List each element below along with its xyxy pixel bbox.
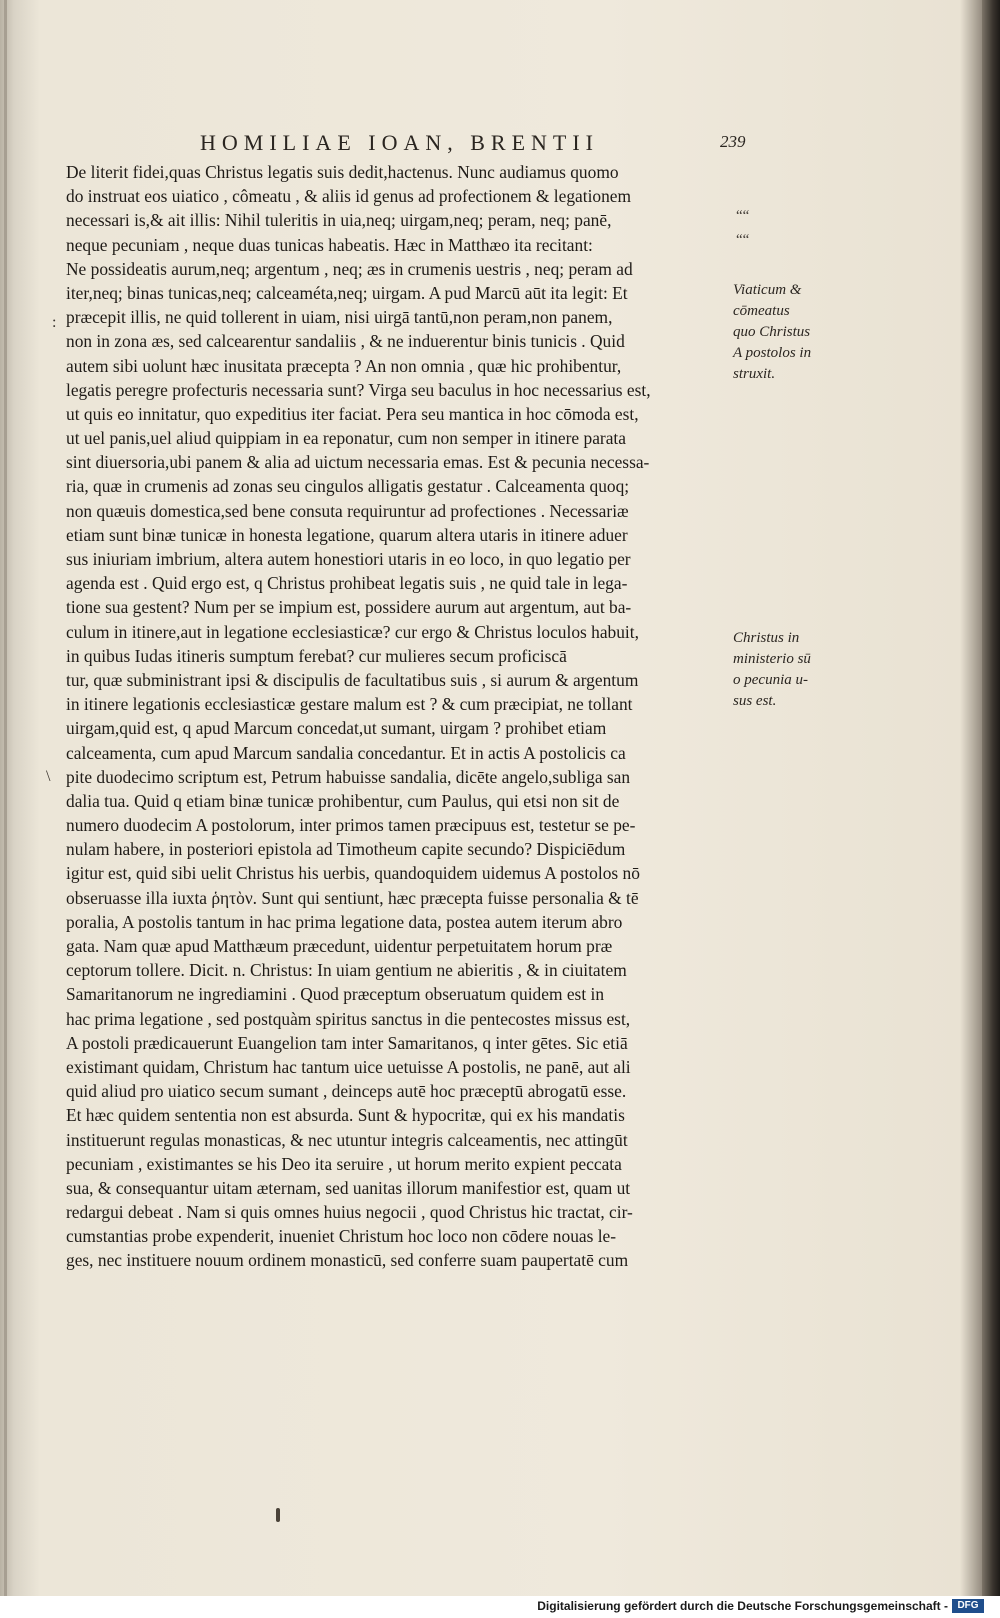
text-line: tur, quæ subministrant ipsi & discipulis de facultatibus suis , si aurum & argentum [66, 669, 639, 690]
margin-mark: \ [46, 768, 51, 785]
page-edge [982, 0, 1000, 1618]
margin-note-line: quo Christus [733, 324, 811, 340]
running-title: HOMILIAE IOAN, BRENTII [200, 130, 600, 155]
text-line: in itinere legationis ecclesiasticæ gestare malum est ? & cum præcipiat, ne tollant [66, 694, 633, 715]
ink-spot [276, 1508, 280, 1522]
text-line: De literit fidei,quas Christus legatis suis dedit,hactenus. Nunc audiamus quomo [66, 162, 619, 182]
page-number: 239 [720, 132, 746, 151]
text-line: cumstantias probe expenderit, inueniet Christum hoc loco non cōdere nouas le- [66, 1226, 617, 1247]
margin-note-line: struxit. [733, 366, 776, 382]
text-line: calceamenta, cum apud Marcum sandalia concedantur. Et in actis A postolicis ca [66, 742, 626, 763]
text-line: autem sibi uolunt hæc inusitata præcepta ? An non omnia , quæ hic prohibentur, [66, 355, 622, 376]
text-line: ges, nec instituere nouum ordinem monasticū, sed conferre suam paupertatē cum [66, 1250, 629, 1271]
text-line: pite duodecimo scriptum est, Petrum habuisse sandalia, dicēte angelo,subliga san [66, 766, 631, 787]
text-line: dalia tua. Quid q etiam binæ tunicæ prohibentur, cum Paulus, qui etsi non sit de [66, 790, 620, 811]
text-line: uirgam,quid est, q apud Marcum concedat,ut sumant, uirgam ? prohibet etiam [66, 718, 607, 739]
margin-note-line: sus est. [733, 693, 777, 709]
text-line: redargui debeat . Nam si quis omnes huius negocii , quod Christus hic tractat, cir- [66, 1202, 633, 1223]
text-line: etiam sunt binæ tunicæ in honesta legatione, quarum altera utaris in itinere aduer [66, 524, 628, 545]
text-line: agenda est . Quid ergo est, q Christus prohibeat legatis suis , ne quid tale in lega- [66, 573, 628, 594]
dfg-logo: DFG [952, 1599, 984, 1613]
text-line: poralia, A postolis tantum in hac prima legatione data, postea autem iterum abro [66, 911, 623, 932]
margin-note-viaticum [733, 280, 833, 385]
text-line: non quæuis domestica,sed bene consuta requiruntur ad profectiones . Necessariæ [66, 500, 629, 521]
text-line: iter,neq; binas tunicas,neq; calceaméta,neq; uirgam. A pud Marcū aūt ita legit: Et [66, 282, 628, 303]
text-line: culum in itinere,aut in legatione ecclesiasticæ? cur ergo & Christus loculos habuit, [66, 621, 639, 642]
text-line: Et hæc quidem sententia non est absurda. Sunt & hypocritæ, qui ex his mandatis [66, 1105, 625, 1126]
text-line: existimant quidam, Christum hac tantum uice uetuisse A postolis, ne panē, aut ali [66, 1056, 631, 1077]
quote-mark: ““ [736, 232, 750, 248]
text-line: instituerunt regulas monasticas, & nec utuntur integris calceamentis, nec attingūt [66, 1129, 628, 1150]
text-line: Ne possideatis aurum,neq; argentum , neq; æs in crumenis uestris , neq; peram ad [66, 258, 633, 279]
margin-note-line: ministerio sū [733, 651, 811, 667]
binding-gutter [4, 0, 7, 1618]
text-line: hac prima legatione , sed postquàm spiritus sanctus in die pentecostes missus est, [66, 1008, 631, 1029]
text-line: A postoli prædicauerunt Euangelion tam inter Samaritanos, q inter gētes. Sic etiā [66, 1032, 628, 1053]
text-line: tione sua gestent? Num per se impium est, possidere aurum aut argentum, aut ba- [66, 597, 632, 618]
margin-mark: : [52, 314, 57, 331]
text-line: necessari is,& ait illis: Nihil tuleritis in uia,neq; uirgam,neq; peram, neq; panē, [66, 210, 612, 231]
text-line: non in zona æs, sed calcearentur sandaliis , & ne induerentur binis tunicis . Quid [66, 331, 625, 352]
main-text-block [66, 160, 746, 1273]
text-line: ut quis eo innitatur, quo expeditius iter faciat. Pera seu mantica in hoc cōmoda est, [66, 403, 639, 424]
text-line: numero duodecim A postolorum, inter primos tamen præcipuus est, testetur se pe- [66, 815, 636, 836]
text-line: sint diuersoria,ubi panem & alia ad uictum necessaria emas. Est & pecunia necessa- [66, 452, 650, 473]
text-line: ria, quæ in crumenis ad zonas seu cingulos alligatis gestatur . Calceamenta quoq; [66, 476, 630, 497]
text-line: ut uel panis,uel aliud quippiam in ea reponatur, cum non semper in itinere parata [66, 428, 626, 449]
text-line: quid aliud pro uiatico secum sumant , deinceps autē hoc præceptū abrogatū esse. [66, 1081, 627, 1102]
margin-note-line: A postolos in [733, 345, 812, 361]
text-line: gata. Nam quæ apud Matthæum præcedunt, uidentur perpetuitatem horum præ [66, 936, 613, 956]
margin-note-line: o pecunia u- [733, 672, 808, 688]
text-line: legatis peregre profecturis necessaria sunt? Virga seu baculus in hoc necessarius est, [66, 379, 651, 400]
margin-note-line: Viaticum & [733, 282, 802, 298]
text-line: obseruasse illa iuxta ῥητὸν. Sunt qui sentiunt, hæc præcepta fuisse personalia & tē [66, 887, 639, 908]
text-line: in quibus Iudas itineris sumptum ferebat? cur mulieres secum proficiscā [66, 645, 567, 666]
text-line: nulam habere, in posteriori epistola ad Timotheum capite secundo? Dispiciēdum [66, 839, 626, 860]
text-line: do instruat eos uiatico , cômeatu , & aliis id genus ad profectionem & legationem [66, 186, 632, 207]
text-line: sus iniuriam imbrium, altera autem honestiori utaris in eo loco, in quo legatio per [66, 549, 631, 569]
text-line: neque pecuniam , neque duas tunicas habeatis. Hæc in Matthæo ita recitant: [66, 234, 593, 255]
margin-note-christus [733, 628, 833, 712]
text-line: præcepit illis, ne quid tollerent in uiam, nisi uirgā tantū,non peram,non panem, [66, 307, 613, 328]
margin-note-line: cōmeatus [733, 303, 790, 319]
text-line: Samaritanorum ne ingrediamini . Quod præceptum obseruatum quidem est in [66, 984, 605, 1005]
quote-mark: ““ [736, 208, 750, 224]
margin-note-line: Christus in [733, 630, 800, 646]
text-line: ceptorum tollere. Dicit. n. Christus: In uiam gentium ne abieritis , & in ciuitatem [66, 960, 627, 981]
text-line: sua, & consequantur uitam æternam, sed uanitas illorum manifestior est, quam ut [66, 1177, 631, 1198]
text-line: igitur est, quid sibi uelit Christus his uerbis, quandoquidem uidemus A postolos nō [66, 863, 640, 884]
digitization-credit: Digitalisierung gefördert durch die Deutsche Forschungsgemeinschaft - [537, 1599, 948, 1613]
text-line: pecuniam , existimantes se his Deo ita seruire , ut horum merito expient peccata [66, 1153, 622, 1174]
